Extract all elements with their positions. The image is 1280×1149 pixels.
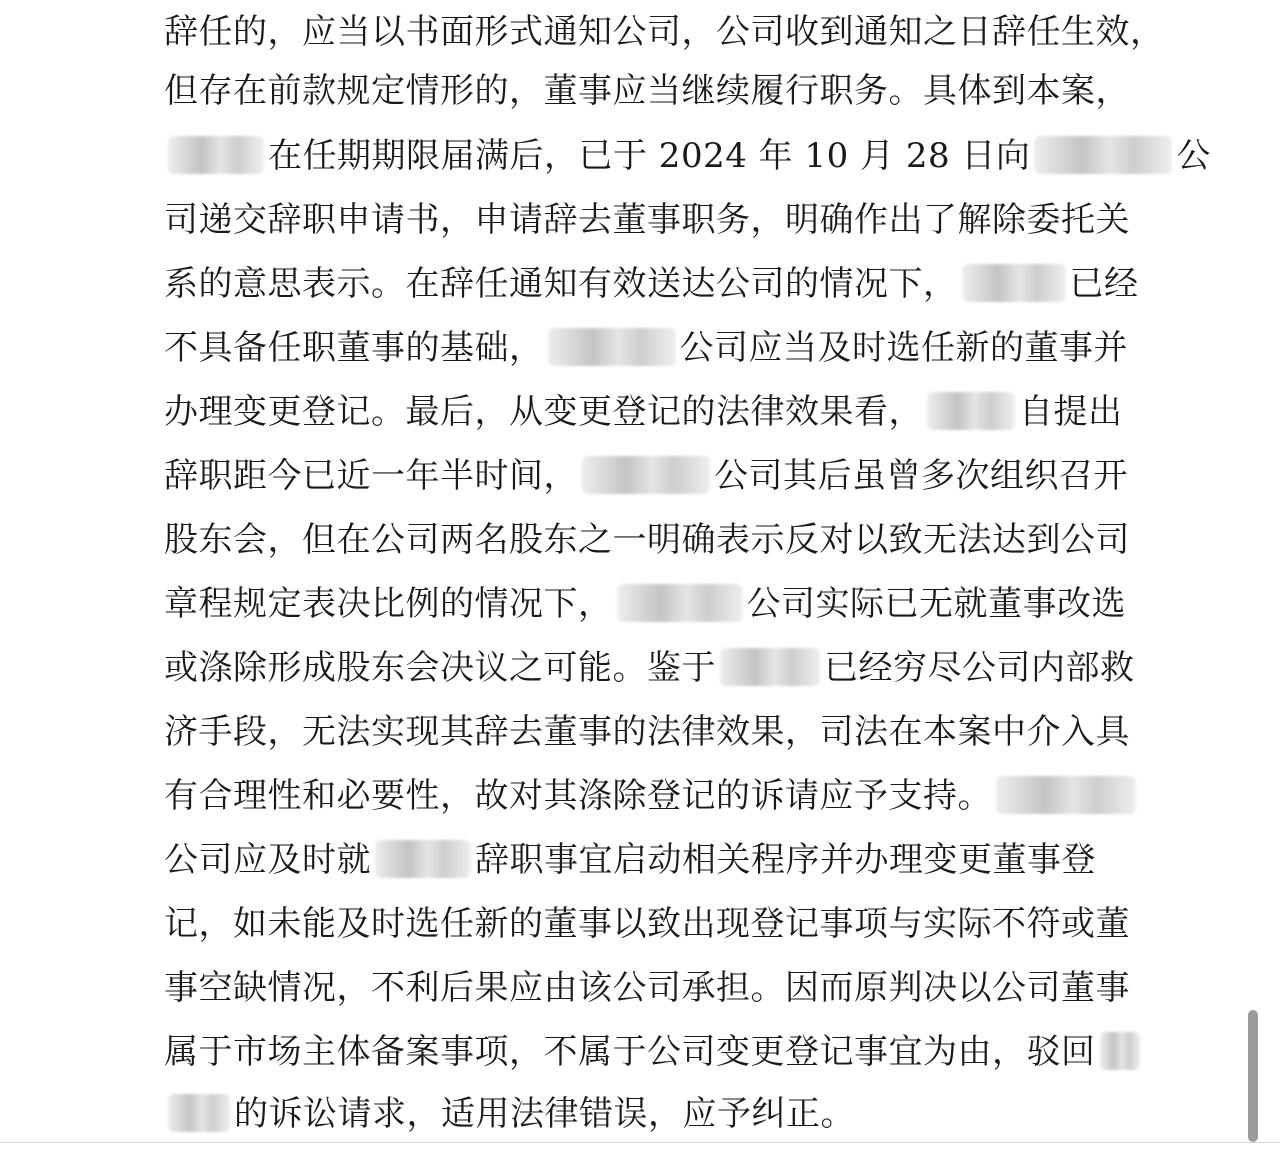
- text-line-6: [164, 316, 1128, 380]
- text-line-13: [164, 764, 1124, 828]
- text-line-4: [164, 188, 1130, 252]
- redacted-name: [375, 840, 471, 878]
- text-line-15: [164, 892, 1130, 956]
- text-segment: 事空缺情况，不利后果应由该公司承担。因而原判决以公司董事: [164, 968, 1130, 1008]
- text-segment: 自提出: [1019, 392, 1123, 432]
- text-line-10: [164, 572, 1124, 636]
- redacted-name: [720, 648, 820, 686]
- text-segment: 系的意思表示。在辞任通知有效送达公司的情况下，: [164, 264, 958, 304]
- text-line-17: [164, 1020, 1124, 1084]
- text-segment: 章程规定表决比例的情况下，: [164, 584, 613, 624]
- text-segment: 不具备任职董事的基础，: [164, 328, 544, 368]
- text-segment: 办理变更登记。最后，从变更登记的法律效果看，: [164, 392, 923, 432]
- bottom-divider: [0, 1142, 1280, 1143]
- text-segment: 公司应当及时选任新的董事并: [679, 328, 1128, 368]
- redacted-name: [168, 1094, 230, 1132]
- text-segment: 已经穷尽公司内部救: [824, 648, 1135, 688]
- text-segment: 或涤除形成股东会决议之可能。鉴于: [164, 648, 716, 688]
- text-segment: 辞职距今已近一年半时间，: [164, 456, 578, 496]
- redacted-name: [1100, 1032, 1140, 1070]
- text-segment: 但存在前款规定情形的，董事应当继续履行职务。具体到本案，: [164, 71, 1130, 111]
- redacted-name: [962, 264, 1066, 302]
- text-segment: 属于市场主体备案事项，不属于公司变更登记事宜为由，驳回: [164, 1032, 1096, 1072]
- vertical-scrollbar[interactable]: [1244, 0, 1260, 1149]
- redacted-name: [168, 136, 264, 174]
- text-line-12: [164, 700, 1130, 764]
- text-segment: 辞职事宜启动相关程序并办理变更董事登: [475, 840, 1096, 880]
- text-segment: 公: [1176, 136, 1211, 176]
- text-segment: 公司实际已无就董事改选: [746, 584, 1126, 624]
- text-line-18: [164, 1082, 1124, 1146]
- scrollbar-thumb[interactable]: [1248, 1010, 1258, 1142]
- redacted-name: [927, 392, 1015, 430]
- text-segment: 司递交辞职申请书，申请辞去董事职务，明确作出了解除委托关: [164, 200, 1130, 240]
- redacted-company: [582, 456, 710, 494]
- text-segment: 股东会，但在公司两名股东之一明确表示反对以致无法达到公司: [164, 520, 1130, 560]
- text-line-7: [164, 380, 1124, 444]
- text-line-5: [164, 252, 1139, 316]
- text-segment: 的诉讼请求，适用法律错误，应予纠正。: [234, 1094, 855, 1134]
- text-line-14: [164, 828, 1124, 892]
- text-segment: 已经: [1069, 264, 1139, 304]
- text-segment: 记，如未能及时选任新的董事以致出现登记事项与实际不符或董: [164, 904, 1130, 944]
- text-line-2: [164, 59, 1130, 123]
- text-segment: 在任期期限届满后，已于 2024 年 10 月 28 日向: [268, 136, 1031, 176]
- text-segment: 公司应及时就: [164, 840, 371, 880]
- redacted-company: [617, 584, 743, 622]
- text-line-11: [164, 636, 1135, 700]
- redacted-company: [548, 328, 676, 366]
- redacted-company: [1034, 136, 1172, 174]
- text-line-9: [164, 508, 1130, 572]
- text-segment: 济手段，无法实现其辞去董事的法律效果，司法在本案中介入具: [164, 712, 1130, 752]
- text-segment: 辞任的，应当以书面形式通知公司，公司收到通知之日辞任生效，: [164, 12, 1165, 52]
- text-line-16: [164, 956, 1130, 1020]
- redacted-company: [996, 776, 1136, 814]
- text-line-3: [164, 124, 1211, 188]
- text-line-8: [164, 444, 1128, 508]
- text-line-1: [164, 0, 1165, 64]
- text-segment: 公司其后虽曾多次组织召开: [714, 456, 1128, 496]
- text-segment: 有合理性和必要性，故对其涤除登记的诉请应予支持。: [164, 776, 992, 816]
